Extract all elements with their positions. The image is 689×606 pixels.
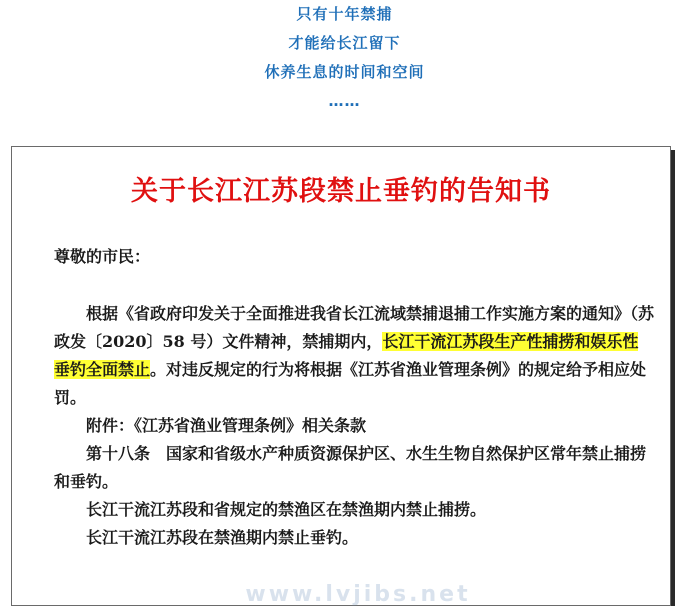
paragraph-penalty-text: 。对违反规定的行为将根据《江苏省渔业管理条例》的规定给予相应处罚。 xyxy=(54,360,647,407)
intro-line-2: 才能给长江留下 xyxy=(288,34,401,52)
intro-verse xyxy=(0,0,689,116)
notice-body xyxy=(54,242,654,552)
site-watermark: www.lvjibs.net xyxy=(245,582,471,606)
intro-line-3: 休养生息的时间和空间 xyxy=(264,63,425,81)
paragraph-basis xyxy=(54,300,654,412)
salutation: 尊敬的市民： xyxy=(54,247,151,266)
intro-ellipsis: …… xyxy=(328,92,361,110)
paragraph-attachment: 附件：《江苏省渔业管理条例》相关条款 xyxy=(86,416,367,435)
paragraph-basis-text: 根据《省政府印发关于全面推进我省长江流域禁捕退捕工作实施方案的通知》（苏政发〔2020〕58 号）文件精神，禁捕期内， xyxy=(54,304,655,351)
intro-line-1: 只有十年禁捕 xyxy=(296,5,393,23)
paragraph-article-18: 第十八条 国家和省级水产种质资源保护区、水生生物自然保护区常年禁止捕捞和垂钓。 xyxy=(54,444,647,491)
notice-box xyxy=(11,146,671,606)
paragraph-fishing-ban: 长江干流江苏段和省规定的禁渔区在禁渔期内禁止捕捞。 xyxy=(86,500,487,519)
highlighted-ban-text: 长江干流江苏段生产性捕捞和娱乐性垂钓全面禁止 xyxy=(54,332,639,379)
notice-title: 关于长江江苏段禁止垂钓的告知书 xyxy=(131,176,551,207)
paragraph-angling-ban: 长江干流江苏段在禁渔期内禁止垂钓。 xyxy=(86,528,359,547)
